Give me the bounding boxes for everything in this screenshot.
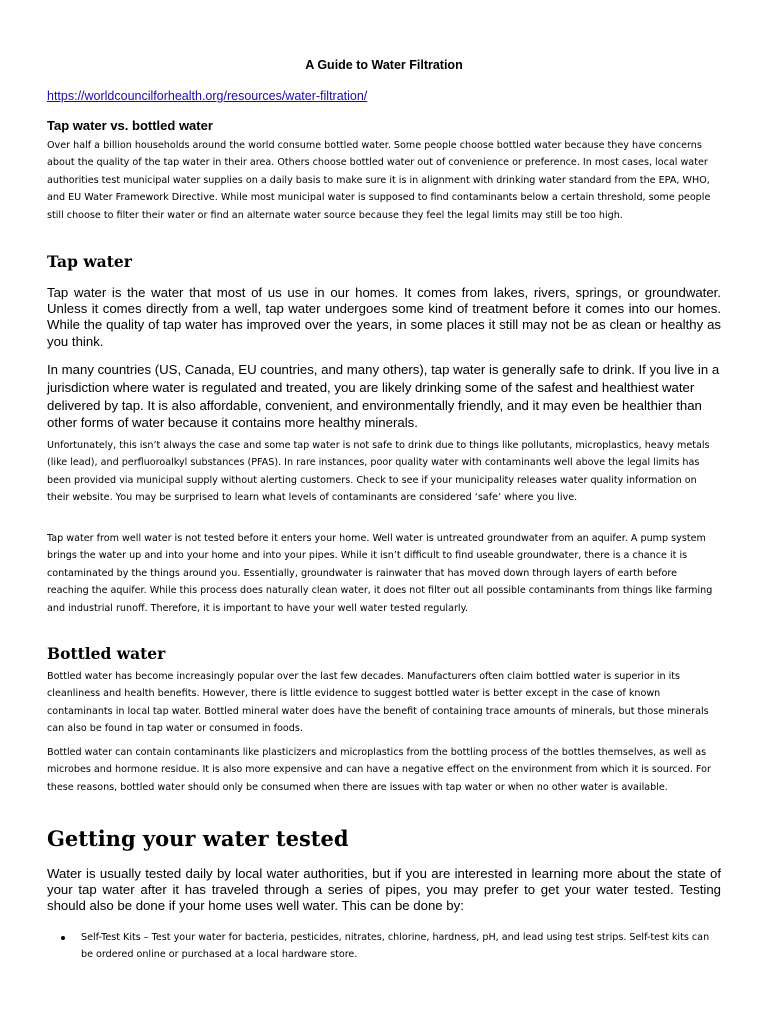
source-link[interactable]: https://worldcouncilforhealth.org/resources/water-filtration/	[47, 89, 368, 103]
list-item	[61, 929, 721, 964]
testing-methods-list	[61, 929, 721, 964]
paragraph-tap-water-4: Tap water from well water is not tested before it enters your home. Well water is untreated groundwater from an aquifer. A pump system brings the water up and into your home and into your pipes. While it isn’t difficult to find useable groundwater, there is a chance it is contaminated by the things around you. Essentially, groundwater is rainwater that has moved down through layers of earth before reaching the aquifer. While this process does naturally clean water, it does not filter out all possible contaminants from things like farming and industrial runoff. Therefore, it is important to have your well water tested regularly.	[47, 533, 713, 614]
bullet-icon	[61, 936, 65, 940]
heading-bottled-water: Bottled water	[47, 644, 166, 663]
heading-tap-vs-bottled: Tap water vs. bottled water	[47, 118, 213, 133]
document-title: A Guide to Water Filtration	[305, 58, 463, 72]
paragraph-getting-tested: Water is usually tested daily by local water authorities, but if you are interested in learning more about the state of your tap water after it has traveled through a series of pipes, you may prefer to get your water tested. Testing should also be done if your home uses well water. This can be done by:	[47, 866, 721, 914]
paragraph-tap-water-1: Tap water is the water that most of us use in our homes. It comes from lakes, rivers, springs, or groundwater. Unless it comes directly from a well, tap water undergoes some kind of treatment before it comes into our homes. While the quality of tap water has improved over the years, in some places it still may not be as clean or healthy as you think.	[47, 285, 721, 349]
paragraph-intro: Over half a billion households around the world consume bottled water. Some people choose bottled water because they have concerns about the quality of the tap water in their area. Others choose bottled water out of convenience or preference. In most cases, local water authorities test municipal water supplies on a daily basis to make sure it is in alignment with drinking water standard from the EPA, WHO, and EU Water Framework Directive. While most municipal water is supposed to find contaminants below a certain threshold, some people still choose to filter their water or find an alternate water source because they feel the legal limits may still be too high.	[47, 140, 711, 221]
list-item-text: Self-Test Kits – Test your water for bacteria, pesticides, nitrates, chlorine, hardness, pH, and lead using test strips. Self-test kits can be ordered online or purchased at a local hardware store.	[81, 932, 710, 961]
heading-getting-tested: Getting your water tested	[47, 826, 349, 851]
paragraph-tap-water-2: In many countries (US, Canada, EU countries, and many others), tap water is generally safe to drink. If you live in a jurisdiction where water is regulated and treated, you are likely drinking some of the safest and healthiest water delivered by tap. It is also affordable, convenient, and environmentally friendly, and it may even be healthier than other forms of water because it contains more healthy minerals.	[47, 362, 720, 431]
paragraph-bottled-water-1: Bottled water has become increasingly popular over the last few decades. Manufacturers often claim bottled water is superior in its cleanliness and health benefits. However, there is little evidence to suggest bottled water is better except in the case of known contaminants in local tap water. Bottled mineral water does have the benefit of containing trace amounts of minerals, but those minerals can also be found in tap water or consumed in foods.	[47, 671, 709, 735]
heading-tap-water: Tap water	[47, 252, 132, 271]
paragraph-tap-water-3: Unfortunately, this isn’t always the case and some tap water is not safe to drink due to things like pollutants, microplastics, heavy metals (like lead), and perfluoroalkyl substances (PFAS). In rare instances, poor quality water with contaminants well above the legal limits has been provided via municipal supply without alerting customers. Check to see if your municipality releases water quality information on their website. You may be surprised to learn what levels of contaminants are considered ‘safe’ where you live.	[47, 440, 710, 504]
paragraph-bottled-water-2: Bottled water can contain contaminants like plasticizers and microplastics from the bottling process of the bottles themselves, as well as microbes and hormone residue. It is also more expensive and can have a negative effect on the environment from which it is sourced. For these reasons, bottled water should only be consumed when there are issues with tap water or when no other water is available.	[47, 747, 711, 793]
